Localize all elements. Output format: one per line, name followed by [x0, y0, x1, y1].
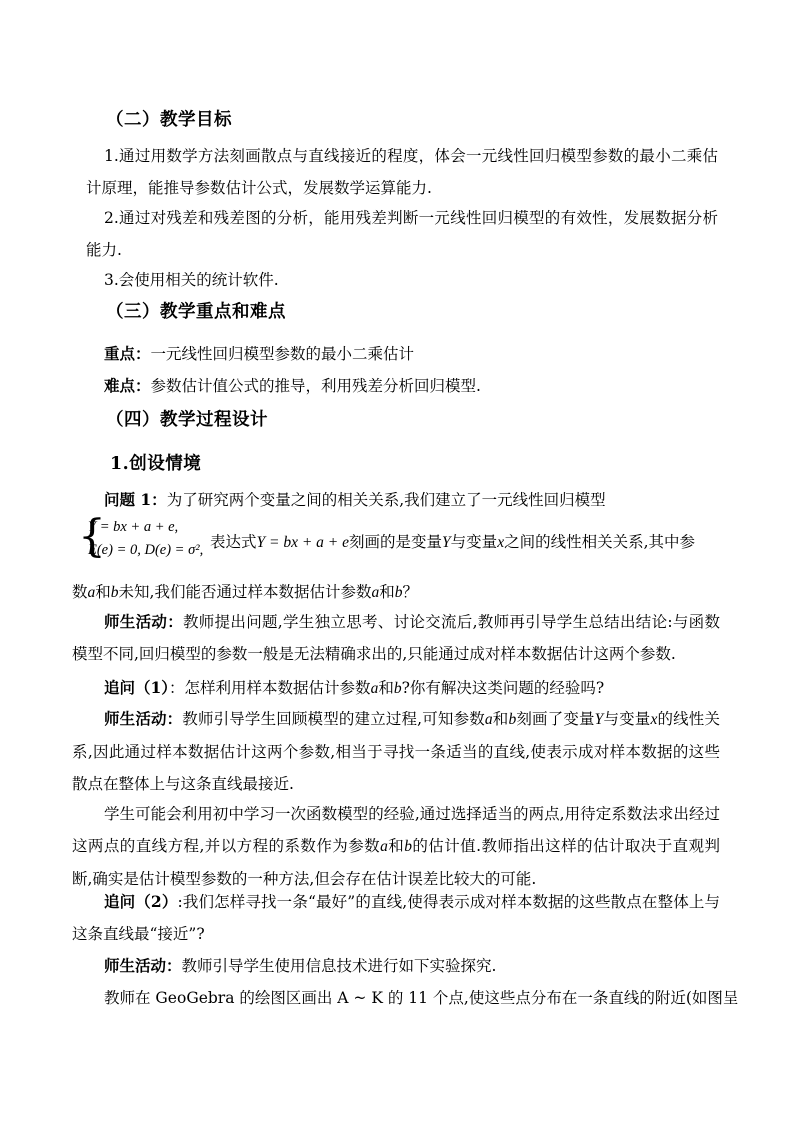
model-equation-2: E(e) = 0, D(e) = σ², [88, 542, 204, 558]
text-run: 和 [492, 710, 509, 728]
hard-text: 参数估计值公式的推导，利用残差分析回归模型. [150, 377, 481, 395]
regression-model-system [78, 511, 204, 566]
key-text: 一元线性回归模型参数的最小二乘估计 [150, 345, 415, 363]
text-run: 和 [378, 679, 394, 697]
question-1 [104, 488, 606, 510]
text-run: ?你有解决这类问题的经验吗? [401, 679, 605, 697]
text-run: ：怎样利用样本数据估计参数 [169, 679, 371, 697]
hard-label: 难点： [104, 376, 151, 395]
text-run: 学生可能会利用初中学习一次函数模型的经验,通过选择适当的两点,用待定系数法求出经过这两点的直线方程,并以方程的系数作为参数 [72, 805, 720, 855]
teacher-student-activity-3 [104, 954, 496, 976]
text-run: 和 [95, 583, 111, 601]
math-variable: b [404, 838, 412, 855]
question-1-label: 问题 1： [104, 490, 167, 509]
follow-up-label: 追问（1） [104, 678, 170, 697]
text-run: 刻画了变量 [516, 710, 595, 728]
activity-label: 师生活动： [104, 956, 182, 975]
key-point [104, 342, 414, 364]
math-variable: a [484, 711, 493, 728]
math-expression: Y = bx + a + e [256, 534, 350, 551]
geogebra-paragraph: 教师在 GeoGebra 的绘图区画出 A ~ K 的 11 个点,使这些点分布在一条直线的附近(如图呈 [104, 989, 739, 1007]
section-title-goals: （二）教学目标 [106, 110, 232, 130]
section-title-keypoints: （三）教学重点和难点 [106, 302, 286, 322]
student-method-paragraph [72, 798, 720, 895]
section-title-process: （四）教学过程设计 [106, 410, 268, 430]
activity-text: 教师引导学生使用信息技术进行如下实验探究. [181, 957, 497, 975]
text-run: ？ [402, 583, 418, 601]
text-run: 和 [379, 583, 395, 601]
parameter-question [72, 580, 418, 602]
math-variable: a [87, 584, 96, 601]
goal-2: 2.通过对残差和残差图的分析，能用残差判断一元线性回归模型的有效性，发展数据分析能力. [86, 209, 718, 259]
model-equation-1: Y = bx + a + e, [88, 519, 179, 535]
text-run: 和 [387, 837, 405, 855]
text-run: 教师引导学生回顾模型的建立过程,可知参数 [182, 710, 485, 728]
math-variable: b [394, 584, 403, 601]
goal-1: 1.通过用数学方法刻画散点与直线接近的程度，体会一元线性回归模型参数的最小二乘估计原理，能推导参数估计公式，发展数学运算能力. [86, 147, 718, 197]
follow-up-label: 追问（2） [104, 892, 178, 911]
math-variable: b [393, 680, 402, 697]
math-variable: a [371, 584, 380, 601]
text-run: 表达式 [210, 533, 257, 551]
goal-3: 3.会使用相关的统计软件. [104, 271, 279, 289]
math-variable: Y [594, 711, 604, 728]
text-run: 的估计值.教师指出这样的估计取决于直观判断,确实是估计模型参数的一种方法,但会存在估计误差比较大的可能. [72, 837, 720, 888]
text-run: 与变量 [450, 533, 498, 551]
left-brace: { [78, 511, 106, 562]
follow-up-2 [72, 886, 720, 950]
subsection-title-situation: 1.创设情境 [110, 454, 202, 474]
teacher-student-activity-2 [72, 703, 720, 800]
key-label: 重点： [104, 344, 151, 363]
follow-up-1 [104, 676, 604, 698]
math-variable: b [110, 584, 119, 601]
math-variable: x [650, 711, 658, 728]
text-run: 之间的线性相关关系,其中参 [504, 533, 696, 551]
math-variable: a [380, 838, 388, 855]
question-1-text: 为了研究两个变量之间的相关关系,我们建立了一元线性回归模型 [166, 491, 606, 509]
text-run: 的线性关系,因此通过样本数据估计这两个参数,相当于寻找一条适当的直线,使表示成对样本数据的这些散点在整体上与这条直线最接近. [72, 710, 720, 793]
text-run: 未知,我们能否通过样本数据估计参数 [118, 583, 372, 601]
text-run: 刻画的是变量 [349, 533, 443, 551]
follow-up-text: :我们怎样寻找一条“最好”的直线,使得表示成对样本数据的这些散点在整体上与这条直线最“接近”? [72, 893, 720, 943]
math-variable: a [370, 680, 379, 697]
teacher-student-activity-1 [72, 606, 720, 670]
math-variable: x [497, 534, 505, 551]
math-variable: b [508, 711, 517, 728]
text-run: 与变量 [603, 710, 651, 728]
text-run: 数 [72, 583, 88, 601]
activity-label: 师生活动： [104, 612, 183, 631]
model-description [210, 530, 695, 552]
activity-label: 师生活动： [104, 709, 183, 728]
math-variable: Y [442, 534, 451, 551]
difficult-point [104, 374, 481, 396]
activity-text: 教师提出问题,学生独立思考、讨论交流后,教师再引导学生总结出结论:与函数模型不同,回归模型的参数一般是无法精确求出的,只能通过成对样本数据估计这两个参数. [72, 613, 720, 663]
